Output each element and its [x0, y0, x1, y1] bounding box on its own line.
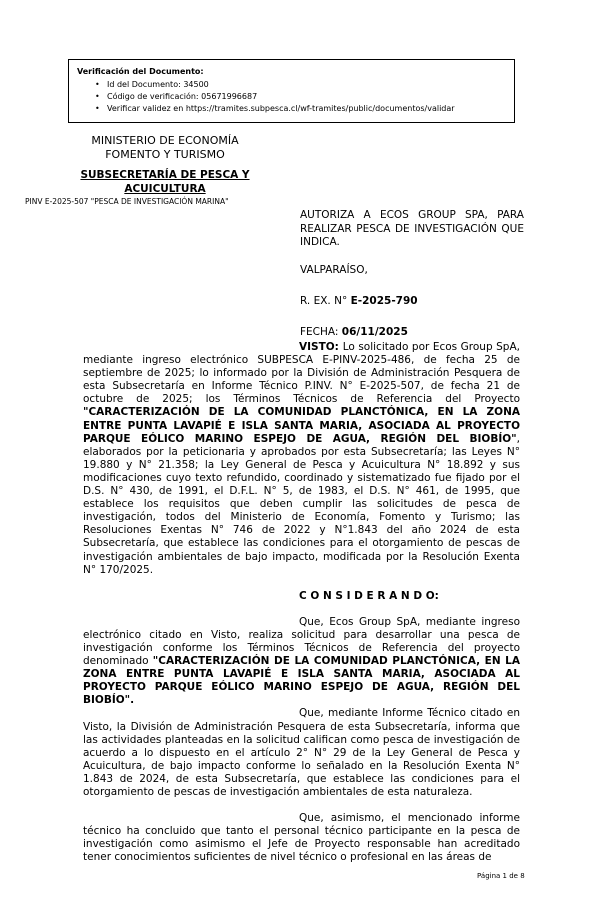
bullet-icon: •	[95, 104, 100, 113]
text-run: Que, Ecos Group SpA, mediante ingreso electrónico citado en Visto, realiza solicitud para desarrollar una pesca de investigación conforme los Términos Técnicos de Referencia del proyecto denominado	[83, 615, 520, 668]
bold-text-run: "CARACTERIZACIÓN DE LA COMUNIDAD PLANCTÓNICA, EN LA ZONA ENTRE PUNTA LAVAPIÉ E ISLA SANTA MARIA, ASOCIADA AL PROYECTO PARQUE EÓLICO MARINO ESPEJO DE AGUA, REGIÓN DEL BIOBÍO"	[83, 406, 520, 445]
ministry-name-line2: FOMENTO Y TURISMO	[105, 148, 225, 161]
verification-item	[77, 103, 506, 115]
subsecretaria-title: SUBSECRETARÍA DE PESCA Y ACUICULTURA	[80, 169, 250, 195]
date-line	[300, 326, 524, 340]
bullet-icon: •	[95, 92, 100, 101]
resolution-number-label: R. EX. N°	[300, 295, 348, 307]
body-paragraph	[83, 341, 520, 577]
text-run: Lo solicitado por Ecos Group SpA, mediante ingreso electrónico SUBPESCA E-PINV-2025-486, de fecha 25 de septiembre de 2025; lo informado por la División de Administración Pesquera de esta Subsecretaría en Informe Técnico P.INV. N° E-2025-507, de fecha 21 de octubre de 2025; los Términos Técnicos de Referencia del Proyecto	[83, 341, 520, 406]
ministry-name-line1: MINISTERIO DE ECONOMÍA	[91, 134, 239, 147]
verification-item	[77, 79, 506, 91]
body-paragraph	[83, 616, 520, 708]
body-paragraph	[83, 707, 520, 799]
page-indicator: Página 1 de 8	[477, 872, 525, 880]
text-run: Que, mediante Informe Técnico citado en Visto, la División de Administración Pesquera de esta Subsecretaría, informa que las actividades planteadas en la solicitud califican como pesca de investigación de acuerdo a lo dispuesto en el artículo 2° N° 29 de la Ley General de Pesca y Acuicultura, de bajo impacto conforme lo señalado en la Resolución Exenta N° 1.843 de 2024, de esta Subsecretaría, que establece las condiciones para el otorgamiento de pescas de investigación ambientales de esta naturaleza.	[83, 707, 520, 798]
body-paragraph	[83, 812, 520, 864]
verification-item-text: Código de verificación: 05671996687	[107, 92, 258, 101]
text-run: Que, asimismo, el mencionado informe técnico ha concluido que tanto el personal técnico participante en la pesca de investigación como asimismo el Jefe de Proyecto responsable han acreditado tener conocimientos suficientes de nivel técnico o profesional en las áreas de	[83, 812, 520, 864]
resolution-header	[300, 209, 524, 339]
resolution-subject: AUTORIZA A ECOS GROUP SPA, PARA REALIZAR PESCA DE INVESTIGACIÓN QUE INDICA.	[300, 209, 524, 248]
bold-text-run: VISTO:	[299, 341, 343, 353]
verification-title: Verificación del Documento:	[77, 67, 204, 76]
verification-box	[68, 59, 515, 123]
verification-item-text: Id del Documento: 34500	[107, 80, 209, 89]
bold-text-run: C O N S I D E R A N D O:	[299, 589, 439, 602]
document-body	[83, 341, 520, 864]
verification-list	[77, 79, 506, 115]
city-line: VALPARAÍSO,	[300, 263, 368, 276]
resolution-number-line	[300, 295, 524, 309]
date-label: FECHA:	[300, 325, 339, 338]
letterhead	[40, 134, 290, 196]
bold-text-run: "CARACTERIZACIÓN DE LA COMUNIDAD PLANCTÓNICA, EN LA ZONA ENTRE PUNTA LAVAPIÉ E ISLA SANTA MARIA, ASOCIADA AL PROYECTO PARQUE EÓLICO MARINO ESPEJO DE AGUA, REGIÓN DEL BIOBÍO".	[83, 655, 520, 707]
pinv-reference: PINV E-2025-507 "PESCA DE INVESTIGACIÓN MARINA"	[25, 197, 229, 206]
verification-item	[77, 91, 506, 103]
text-run: , elaborados por la peticionaria y aprobados por esta Subsecretaría; las Leyes N° 19.880 y N° 21.358; la Ley General de Pesca y Acuicultura N° 18.892 y sus modificaciones cuyo texto refundido, coordinado y sistematizado fue fijado por el D.S. N° 430, de 1991, el D.F.L. N° 5, de 1983, el D.S. N° 461, de 1995, que establece los requisitos que deben cumplir las solicitudes de pesca de investigación, todos del Ministerio de Economía, Fomento y Turismo; las Resoluciones Exentas N° 746 de 2022 y N°1.843 del año 2024 de esta Subsecretaría, que establece las condiciones para el otorgamiento de pescas de investigación ambientales de bajo impacto, modificada por la Resolución Exenta N° 170/2025.	[83, 432, 520, 576]
date-value: 06/11/2025	[341, 325, 408, 338]
verification-item-text: Verificar validez en https://tramites.subpesca.cl/wf-tramites/public/documentos/validar	[107, 104, 455, 113]
bullet-icon: •	[95, 80, 100, 89]
body-paragraph	[83, 590, 520, 603]
resolution-number: E-2025-790	[350, 295, 418, 307]
